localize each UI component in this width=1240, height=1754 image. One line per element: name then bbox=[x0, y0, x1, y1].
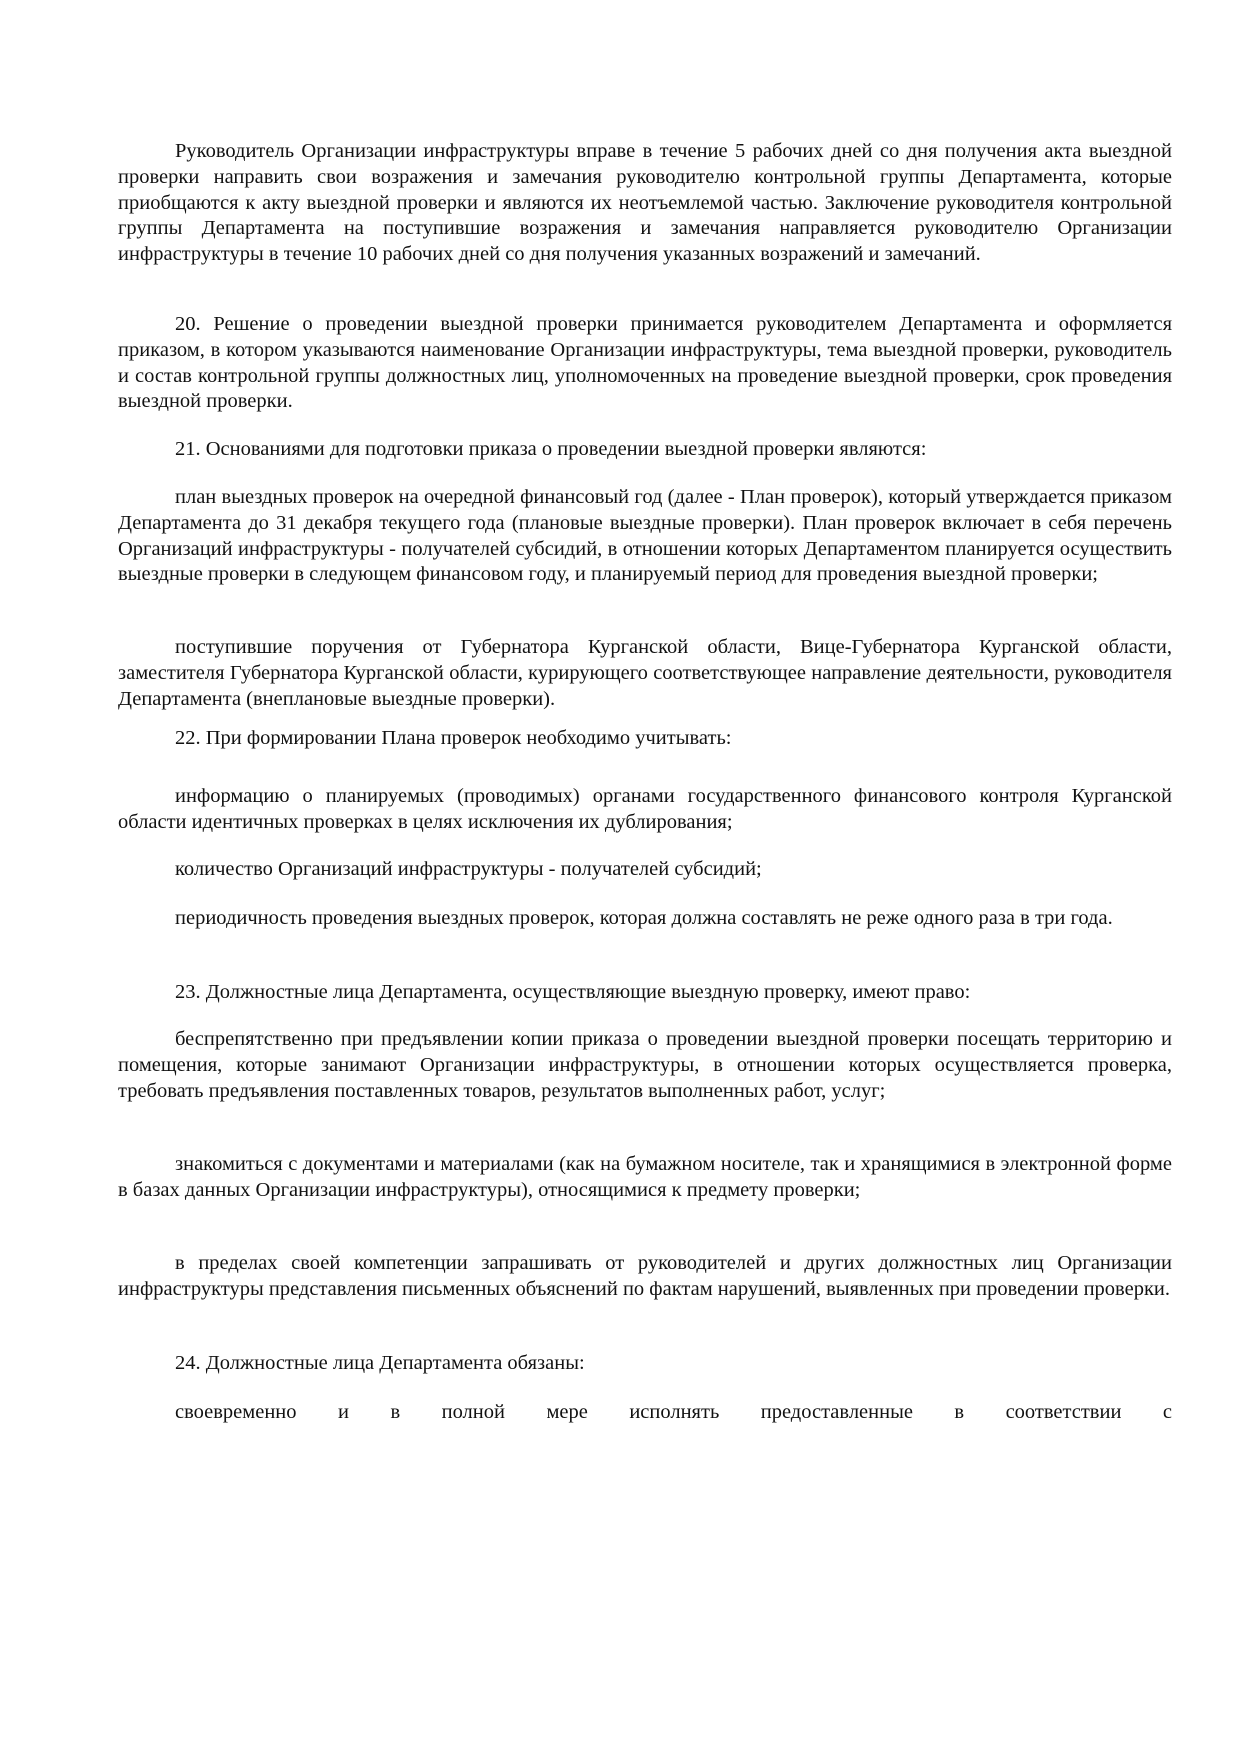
paragraph-count: количество Организаций инфраструктуры - получателей субсидий; bbox=[175, 858, 762, 880]
paragraph-information: информацию о планируемых (проводимых) органами государственного финансового контроля Курганской области идентичных проверках в целях исключения их дублирования; bbox=[118, 785, 1172, 833]
paragraph-21: 21. Основаниями для подготовки приказа о проведении выездной проверки являются: bbox=[175, 438, 927, 460]
paragraph-plan: план выездных проверок на очередной финансовый год (далее - План проверок), который утверждается приказом Департамента до 31 декабря текущего года (плановые выездные проверки). План проверок включает в себя перечень Организаций инфраструктуры - получателей субсидий, в отношении которых Департаментом планируется осуществить выездные проверки в следующем финансовом году, и планируемый период для проведения выездной проверки; bbox=[118, 486, 1172, 586]
paragraph-24: 24. Должностные лица Департамента обязаны: bbox=[175, 1352, 585, 1374]
paragraph-22: 22. При формировании Плана проверок необходимо учитывать: bbox=[175, 727, 732, 749]
paragraph-explanations: в пределах своей компетенции запрашивать от руководителей и других должностных лиц Организации инфраструктуры представления письменных объяснений по фактам нарушений, выявленных при проведении проверки. bbox=[118, 1252, 1172, 1300]
paragraph-documents: знакомиться с документами и материалами (как на бумажном носителе, так и хранящимися в электронной форме в базах данных Организации инфраструктуры), относящимися к предмету проверки; bbox=[118, 1153, 1172, 1201]
paragraph-periodicity: периодичность проведения выездных проверок, которая должна составлять не реже одного раза в три года. bbox=[175, 907, 1113, 929]
paragraph-duties: своевременно и в полной мере исполнять предоставленные в соответствии с bbox=[175, 1401, 1172, 1423]
paragraph-instructions: поступившие поручения от Губернатора Курганской области, Вице-Губернатора Курганской области, заместителя Губернатора Курганской области, курирующего соответствующее направление деятельности, руководителя Департамента (внеплановые выездные проверки). bbox=[118, 636, 1172, 710]
paragraph-objections: Руководитель Организации инфраструктуры вправе в течение 5 рабочих дней со дня получения акта выездной проверки направить свои возражения и замечания руководителю контрольной группы Департамента, которые приобщаются к акту выездной проверки и являются их неотъемлемой частью. Заключение руководителя контрольной группы Департамента на поступившие возражения и замечания направляется руководителю Организации инфраструктуры в течение 10 рабочих дней со дня получения указанных возражений и замечаний. bbox=[118, 140, 1172, 266]
paragraph-23: 23. Должностные лица Департамента, осуществляющие выездную проверку, имеют право: bbox=[175, 981, 971, 1003]
paragraph-access: беспрепятственно при предъявлении копии приказа о проведении выездной проверки посещать территорию и помещения, которые занимают Организации инфраструктуры, в отношении которых осуществляется проверка, требовать предъявления поставленных товаров, результатов выполненных работ, услуг; bbox=[118, 1028, 1172, 1102]
paragraph-20: 20. Решение о проведении выездной проверки принимается руководителем Департамента и оформляется приказом, в котором указываются наименование Организации инфраструктуры, тема выездной проверки, руководитель и состав контрольной группы должностных лиц, уполномоченных на проведение выездной проверки, срок проведения выездной проверки. bbox=[118, 313, 1172, 413]
